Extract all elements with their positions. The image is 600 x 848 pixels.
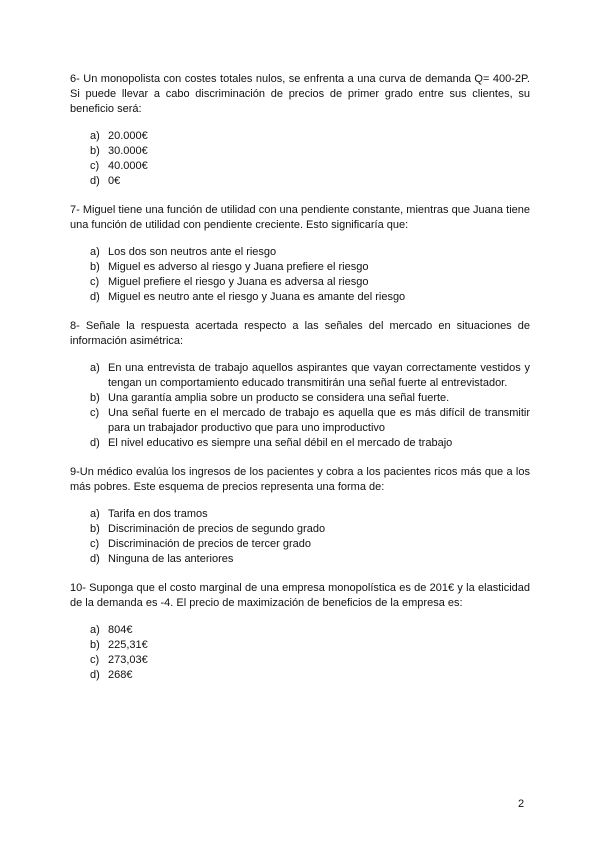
answer-option xyxy=(90,406,530,436)
answer-option xyxy=(90,623,530,638)
option-text: Miguel es adverso al riesgo y Juana prefiere el riesgo xyxy=(108,261,369,273)
answer-option xyxy=(90,260,530,275)
option-letter: b) xyxy=(90,145,100,157)
option-letter: b) xyxy=(90,523,100,535)
option-letter: c) xyxy=(90,538,100,550)
question-text: 7- Miguel tiene una función de utilidad con una pendiente constante, mientras que Juana tiene una función de utilidad con pendiente creciente. Esto significaría que: xyxy=(70,204,530,231)
option-text: Los dos son neutros ante el riesgo xyxy=(108,246,277,258)
option-text: Discriminación de precios de segundo grado xyxy=(108,523,326,535)
option-letter: c) xyxy=(90,654,100,666)
question-text: 9-Un médico evalúa los ingresos de los pacientes y cobra a los pacientes ricos más que a los más pobres. Este esquema de precios representa una forma de: xyxy=(70,466,530,493)
option-text: 20.000€ xyxy=(108,130,148,142)
answer-option xyxy=(90,436,530,451)
answer-option xyxy=(90,391,530,406)
answer-option xyxy=(90,275,530,290)
option-text: Discriminación de precios de tercer grado xyxy=(108,538,311,550)
option-text: 40.000€ xyxy=(108,160,148,172)
option-letter: c) xyxy=(90,276,100,288)
question-block xyxy=(70,581,530,683)
question-block xyxy=(70,72,530,189)
option-letter: a) xyxy=(90,362,100,374)
option-text: Tarifa en dos tramos xyxy=(108,508,208,520)
option-letter: b) xyxy=(90,261,100,273)
options-list xyxy=(70,245,530,305)
option-text: 268€ xyxy=(108,669,133,681)
answer-option xyxy=(90,290,530,305)
option-letter: a) xyxy=(90,246,100,258)
answer-option xyxy=(90,638,530,653)
option-text: 30.000€ xyxy=(108,145,148,157)
question-text: 10- Suponga que el costo marginal de una empresa monopolística es de 201€ y la elasticidad de la demanda es -4. El precio de maximización de beneficios de la empresa es: xyxy=(70,582,530,609)
answer-option xyxy=(90,668,530,683)
answer-option xyxy=(90,552,530,567)
answer-option xyxy=(90,537,530,552)
answer-option xyxy=(90,144,530,159)
option-text: 273,03€ xyxy=(108,654,148,666)
question-text: 8- Señale la respuesta acertada respecto a las señales del mercado en situaciones de información asimétrica: xyxy=(70,320,530,347)
option-text: Una garantía amplia sobre un producto se considera una señal fuerte. xyxy=(108,392,450,404)
options-list xyxy=(70,361,530,451)
option-letter: c) xyxy=(90,407,100,419)
option-letter: b) xyxy=(90,392,100,404)
option-letter: c) xyxy=(90,160,100,172)
page-number: 2 xyxy=(518,798,525,810)
answer-option xyxy=(90,507,530,522)
question-text: 6- Un monopolista con costes totales nulos, se enfrenta a una curva de demanda Q= 400-2P. Si puede llevar a cabo discriminación de precios de primer grado entre sus clientes, su beneficio será: xyxy=(70,73,530,115)
option-letter: d) xyxy=(90,669,100,681)
option-text: 225,31€ xyxy=(108,639,148,651)
answer-option xyxy=(90,174,530,189)
option-text: Una señal fuerte en el mercado de trabajo es aquella que es más difícil de transmitir para un trabajador productivo que para uno improductivo xyxy=(108,407,530,434)
question-block xyxy=(70,203,530,305)
option-letter: d) xyxy=(90,437,100,449)
option-letter: d) xyxy=(90,291,100,303)
answer-option xyxy=(90,653,530,668)
option-text: 804€ xyxy=(108,624,133,636)
options-list xyxy=(70,507,530,567)
question-block xyxy=(70,465,530,567)
answer-option xyxy=(90,159,530,174)
options-list xyxy=(70,623,530,683)
option-letter: a) xyxy=(90,624,100,636)
option-letter: a) xyxy=(90,508,100,520)
answer-option xyxy=(90,129,530,144)
option-text: Miguel es neutro ante el riesgo y Juana es amante del riesgo xyxy=(108,291,406,303)
option-letter: d) xyxy=(90,175,100,187)
answer-option xyxy=(90,361,530,391)
options-list xyxy=(70,129,530,189)
question-block xyxy=(70,319,530,451)
option-text: En una entrevista de trabajo aquellos aspirantes que vayan correctamente vestidos y tengan un comportamiento educado transmitirán una señal fuerte al entrevistador. xyxy=(108,362,530,389)
option-letter: a) xyxy=(90,130,100,142)
option-letter: b) xyxy=(90,639,100,651)
option-text: El nivel educativo es siempre una señal débil en el mercado de trabajo xyxy=(108,437,453,449)
answer-option xyxy=(90,245,530,260)
option-text: Miguel prefiere el riesgo y Juana es adversa al riesgo xyxy=(108,276,369,288)
option-text: Ninguna de las anteriores xyxy=(108,553,234,565)
option-letter: d) xyxy=(90,553,100,565)
option-text: 0€ xyxy=(108,175,121,187)
answer-option xyxy=(90,522,530,537)
questions-container xyxy=(70,72,530,697)
